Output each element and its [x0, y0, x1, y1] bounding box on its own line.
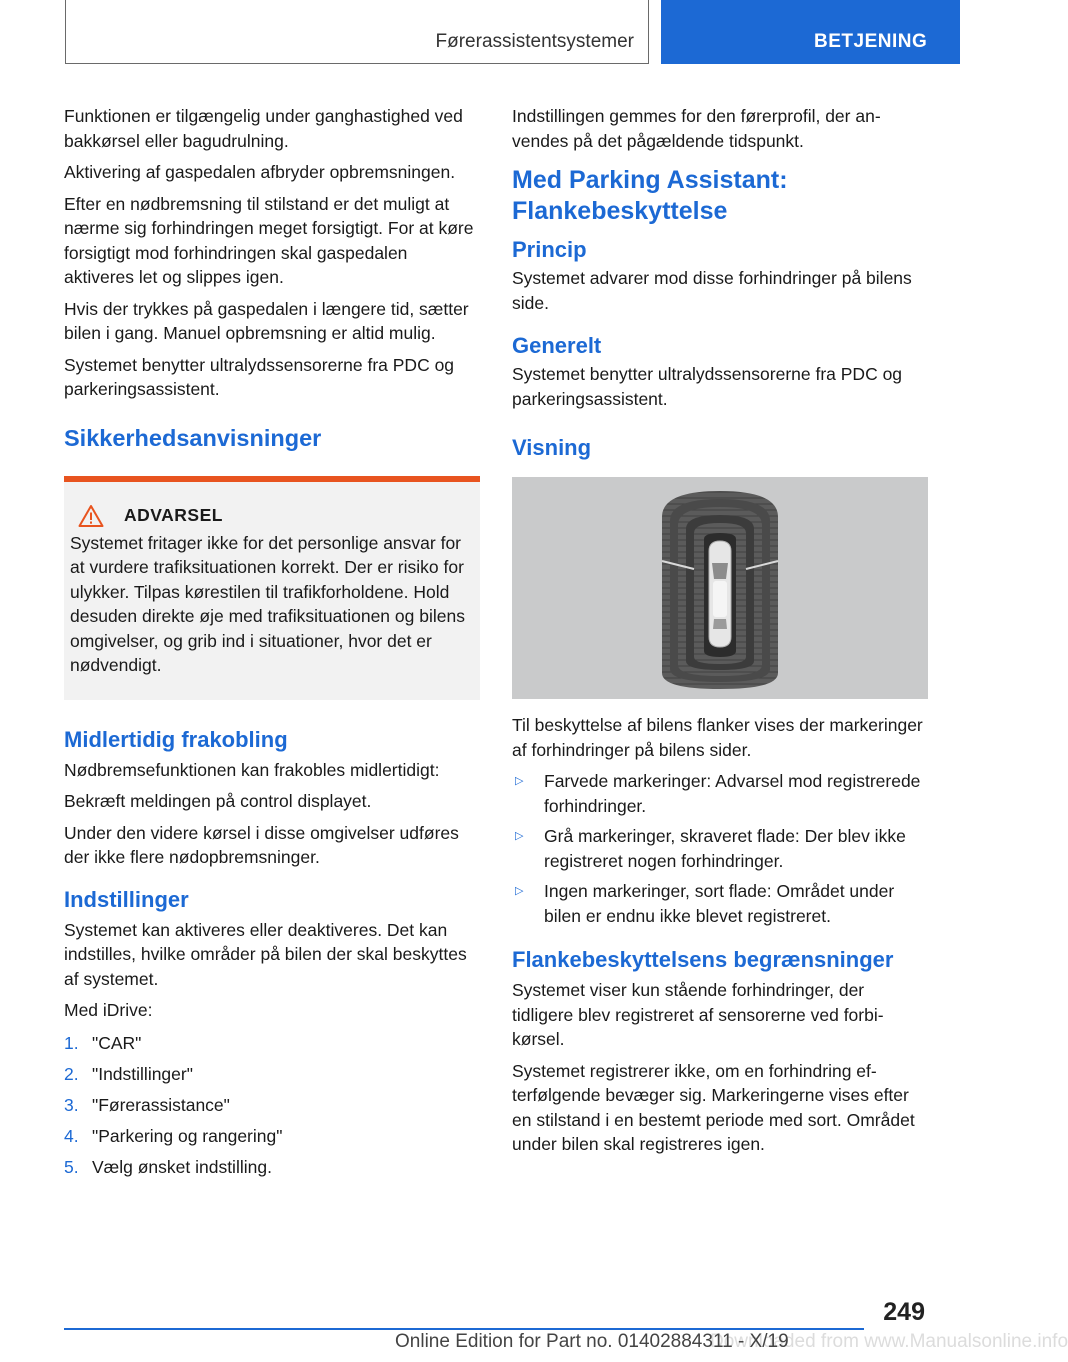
settings-steps-list [64, 1031, 480, 1180]
section-heading-safety: Sikkerhedsanvisninger [64, 424, 322, 451]
paragraph: Til beskyttelse af bilens flanker vises der markeringer af forhindringer på bilens sider. [512, 715, 923, 760]
list-item [512, 879, 928, 928]
paragraph: Efter en nødbremsning til stilstand er det muligt at nærme sig forhindringen meget forsigtigt. For at køre forsigtigt mod forhindringen skal gaspedalen aktiveres let og slippes igen. [64, 193, 474, 287]
list-item [64, 1031, 480, 1056]
step-text: Vælg ønsket indstilling. [92, 1156, 272, 1177]
paragraph: Under den videre kørsel i disse omgivelser udføres der ikke flere nødopbremsninger. [64, 822, 459, 867]
right-column [512, 104, 928, 1164]
step-number: 5. [64, 1156, 79, 1177]
header-section-tab [661, 0, 960, 64]
heading-display: Visning [512, 435, 592, 460]
list-item [512, 769, 928, 818]
step-number: 4. [64, 1125, 79, 1146]
section-heading-flank-protection: Med Parking Assistant: Flankebeskyttelse [512, 166, 788, 225]
bullet-text: Ingen markeringer, sort flade: Området under bilen er endnu ikke blevet registreret. [544, 881, 895, 926]
paragraph: Hvis der trykkes på gaspedalen i længere tid, sætter bilen i gang. Manuel opbremsning er altid mulig. [64, 298, 469, 343]
paragraph: Systemet viser kun stående forhindringer, der tidligere blev registreret af sensorerne ved forbikørsel. [512, 980, 884, 1049]
header-section-label: BETJENING [814, 31, 928, 52]
footer-divider [64, 1328, 864, 1330]
paragraph: Bekræft meldingen på control displayet. [64, 791, 372, 811]
list-item [64, 1155, 480, 1180]
paragraph: Aktivering af gaspedalen afbryder opbremsningen. [64, 162, 456, 182]
parking-display-illustration [512, 477, 928, 699]
heading-settings: Indstillinger [64, 886, 189, 912]
heading-principle: Princip [512, 237, 587, 262]
bullet-text: Farvede markeringer: Advarsel mod registrerede forhindringer. [544, 771, 921, 816]
warning-title [70, 504, 474, 528]
step-number: 1. [64, 1032, 79, 1053]
triangle-bullet-icon: ▷ [515, 830, 524, 842]
header-title-box [65, 0, 649, 64]
triangle-bullet-icon: ▷ [515, 885, 524, 897]
step-number: 3. [64, 1094, 79, 1115]
paragraph: Indstillingen gemmes for den førerprofil, der anvendes på det pågældende tidspunkt. [512, 106, 881, 151]
list-item [64, 1093, 480, 1118]
warning-triangle-icon [78, 504, 104, 528]
step-text: "Parkering og rangering" [92, 1125, 283, 1146]
paragraph: Funktionen er tilgængelig under ganghastighed ved bakkørsel eller bagudrulning. [64, 106, 463, 151]
footer-edition: Online Edition for Part no. 01402884311 - X/19 [395, 1331, 789, 1352]
paragraph: Systemet advarer mod disse forhindringer på bilens side. [512, 268, 912, 313]
paragraph: Systemet kan aktiveres eller deaktiveres. Det kan indstilles, hvilke områder på bilen der skal beskyttes af systemet. [64, 919, 467, 989]
warning-label: ADVARSEL [124, 505, 223, 525]
car-top-view-image [512, 477, 928, 699]
paragraph: Systemet benytter ultralydssensorerne fra PDC og parkeringsassistent. [64, 354, 455, 399]
step-text: "Førerassistance" [92, 1094, 230, 1115]
warning-box [64, 476, 480, 700]
list-item [512, 824, 928, 873]
paragraph: Med iDrive: [64, 1000, 153, 1020]
left-column [64, 104, 480, 1186]
triangle-bullet-icon: ▷ [515, 775, 524, 787]
paragraph: Systemet benytter ultralydssensorerne fra PDC og parkeringsassistent. [512, 364, 903, 409]
paragraph: Nødbremsefunktionen kan frakobles midlertidigt: [64, 759, 440, 780]
marking-legend-list [512, 769, 928, 928]
list-item [64, 1124, 480, 1149]
warning-text: Systemet fritager ikke for det personlige ansvar for at vurdere trafiksituationen korrekt. Der er risiko for ulykker. Tilpas kørestilen til trafikforholdene. Hold desuden direkte øje med trafiksituationen og bilens omgivelser, og grib ind i situationer, hvor det er nødvendigt. [70, 532, 465, 675]
header-title: Førerassistentsystemer [435, 31, 634, 52]
page-number: 249 [883, 1298, 925, 1326]
step-text: "CAR" [92, 1032, 142, 1053]
step-number: 2. [64, 1063, 79, 1084]
watermark: Downloaded from www.Manualsonline.info [710, 1331, 1068, 1352]
list-item [64, 1062, 480, 1087]
step-text: "Indstillinger" [92, 1063, 193, 1084]
heading-limitations: Flankebeskyttelsens begrænsninger [512, 947, 894, 972]
heading-general: Generelt [512, 333, 602, 358]
paragraph: Systemet registrerer ikke, om en forhindring efterfølgende bevæger sig. Markeringerne vises efter en stilstand i en bestemt periode med sort. Området under bilen skal registreres igen. [512, 1060, 915, 1154]
heading-temporary-disable: Midlertidig frakobling [64, 726, 288, 752]
bullet-text: Grå markeringer, skraveret flade: Der blev ikke registreret nogen forhindringer. [544, 826, 906, 871]
